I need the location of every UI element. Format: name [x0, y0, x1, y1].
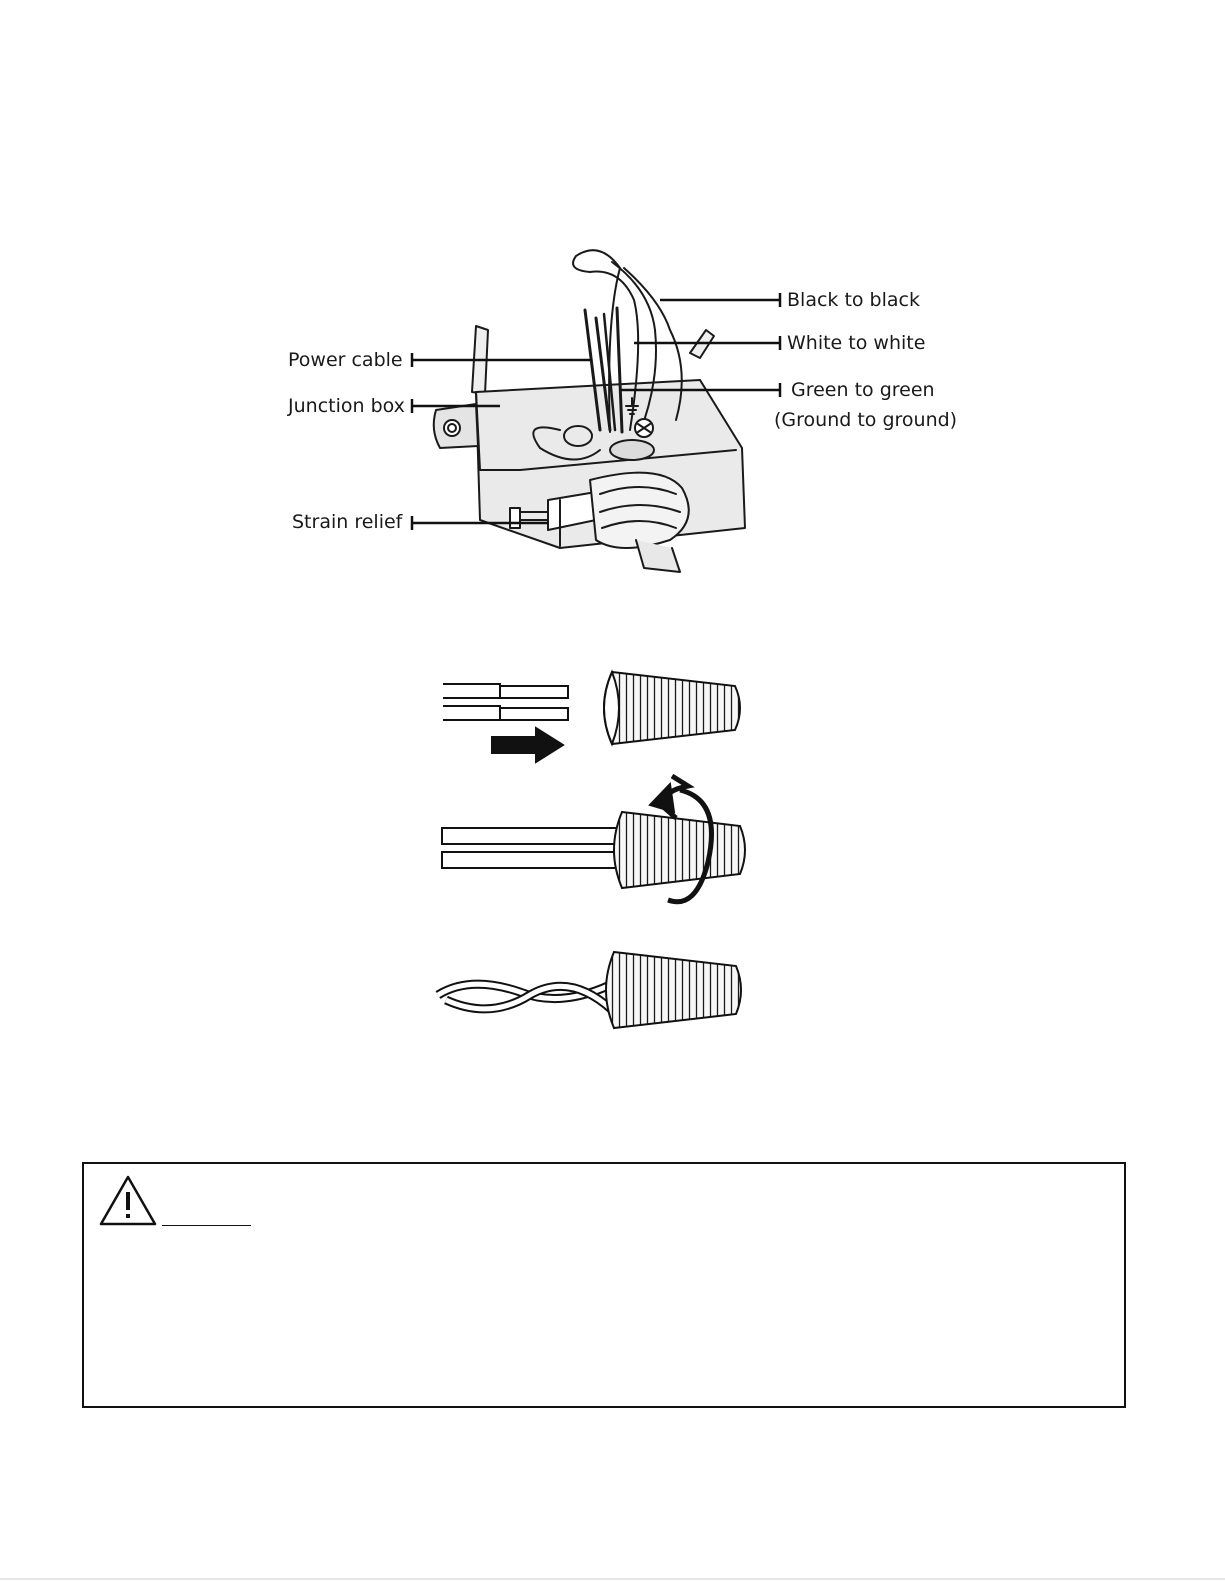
label-power-cable: Power cable [288, 349, 403, 371]
label-white-to-white: White to white [787, 332, 926, 354]
label-green-to-green: Green to green [791, 379, 935, 401]
label-black-to-black: Black to black [787, 289, 920, 311]
page-bottom-rule [0, 1578, 1225, 1580]
label-strain-relief: Strain relief [292, 511, 403, 533]
step-insert-wires [443, 672, 740, 762]
caution-box [82, 1162, 1126, 1408]
step-twist-connector [442, 776, 745, 902]
caution-heading-underline [162, 1225, 251, 1226]
label-ground-to-ground: (Ground to ground) [774, 409, 958, 431]
warning-triangle-icon [98, 1174, 158, 1228]
step-twisted-result [438, 952, 741, 1028]
label-junction-box: Junction box [288, 395, 405, 417]
